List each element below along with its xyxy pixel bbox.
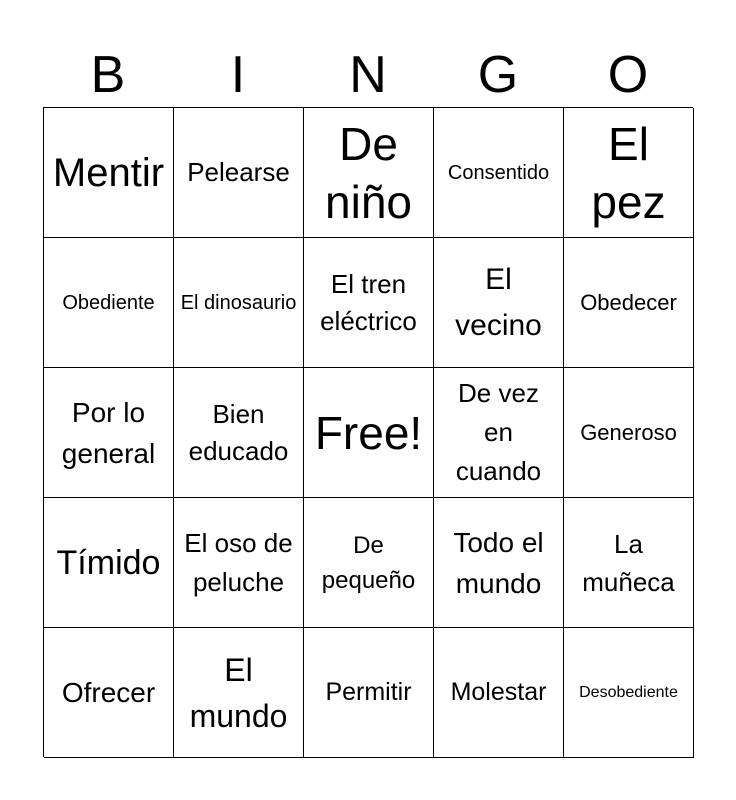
bingo-header — [43, 44, 693, 106]
bingo-cell-r4-c1[interactable] — [44, 498, 174, 628]
bingo-cell-r4-c4[interactable] — [434, 498, 564, 628]
cell-text: De niño — [325, 117, 412, 228]
bingo-cell-r3-c1[interactable] — [44, 368, 174, 498]
header-letter-g: G — [477, 46, 519, 104]
cell-text: El dinosaurio — [180, 291, 297, 314]
bingo-cell-r2-c3[interactable] — [304, 238, 434, 368]
header-letter-n: N — [349, 46, 387, 104]
cell-text: Obediente — [62, 291, 155, 314]
header-letter-b: B — [90, 46, 126, 104]
bingo-cell-r5-c2[interactable] — [174, 628, 304, 758]
cell-text: Obedecer — [580, 289, 677, 315]
cell-text: El tren eléctrico — [320, 268, 417, 336]
cell-text: Mentir — [52, 150, 165, 195]
bingo-cell-r1-c1[interactable] — [44, 108, 174, 238]
cell-text: El oso de peluche — [184, 527, 293, 597]
cell-text: Bien educado — [188, 398, 289, 466]
cell-text: Generoso — [580, 419, 677, 445]
cell-text: Desobediente — [579, 683, 678, 701]
cell-text: Pelearse — [187, 157, 290, 187]
cell-text: Free! — [314, 406, 423, 459]
cell-text: Ofrecer — [61, 677, 156, 708]
bingo-cell-r3-c2[interactable] — [174, 368, 304, 498]
bingo-cell-r4-c2[interactable] — [174, 498, 304, 628]
cell-text: Molestar — [450, 678, 547, 706]
cell-text: De vez en cuando — [455, 378, 542, 486]
bingo-cell-r3-c3[interactable] — [304, 368, 434, 498]
bingo-cell-r2-c5[interactable] — [564, 238, 694, 368]
bingo-cell-r2-c1[interactable] — [44, 238, 174, 368]
header-letter-i: I — [230, 46, 246, 104]
cell-text: El vecino — [455, 262, 542, 342]
bingo-cell-r1-c5[interactable] — [564, 108, 694, 238]
bingo-cell-r1-c3[interactable] — [304, 108, 434, 238]
cell-text: La muñeca — [582, 528, 675, 597]
cell-text: Consentido — [447, 161, 550, 184]
bingo-cell-r5-c5[interactable] — [564, 628, 694, 758]
bingo-cell-r5-c4[interactable] — [434, 628, 564, 758]
bingo-cell-r3-c5[interactable] — [564, 368, 694, 498]
cell-text: Permitir — [325, 678, 412, 706]
cell-text: El mundo — [189, 651, 288, 734]
cell-text: Por lo general — [61, 396, 156, 469]
header-letter-o: O — [607, 46, 649, 104]
bingo-cell-r4-c3[interactable] — [304, 498, 434, 628]
cell-text: De pequeño — [321, 531, 416, 594]
bingo-cell-r1-c2[interactable] — [174, 108, 304, 238]
bingo-cell-r1-c4[interactable] — [434, 108, 564, 238]
bingo-cell-r2-c4[interactable] — [434, 238, 564, 368]
bingo-cell-r3-c4[interactable] — [434, 368, 564, 498]
bingo-cell-r2-c2[interactable] — [174, 238, 304, 368]
bingo-board — [43, 107, 693, 757]
bingo-cell-r4-c5[interactable] — [564, 498, 694, 628]
cell-text: El pez — [591, 117, 666, 228]
cell-text: Todo el mundo — [453, 526, 544, 599]
cell-text: Tímido — [56, 543, 161, 582]
bingo-cell-r5-c1[interactable] — [44, 628, 174, 758]
bingo-cell-r5-c3[interactable] — [304, 628, 434, 758]
